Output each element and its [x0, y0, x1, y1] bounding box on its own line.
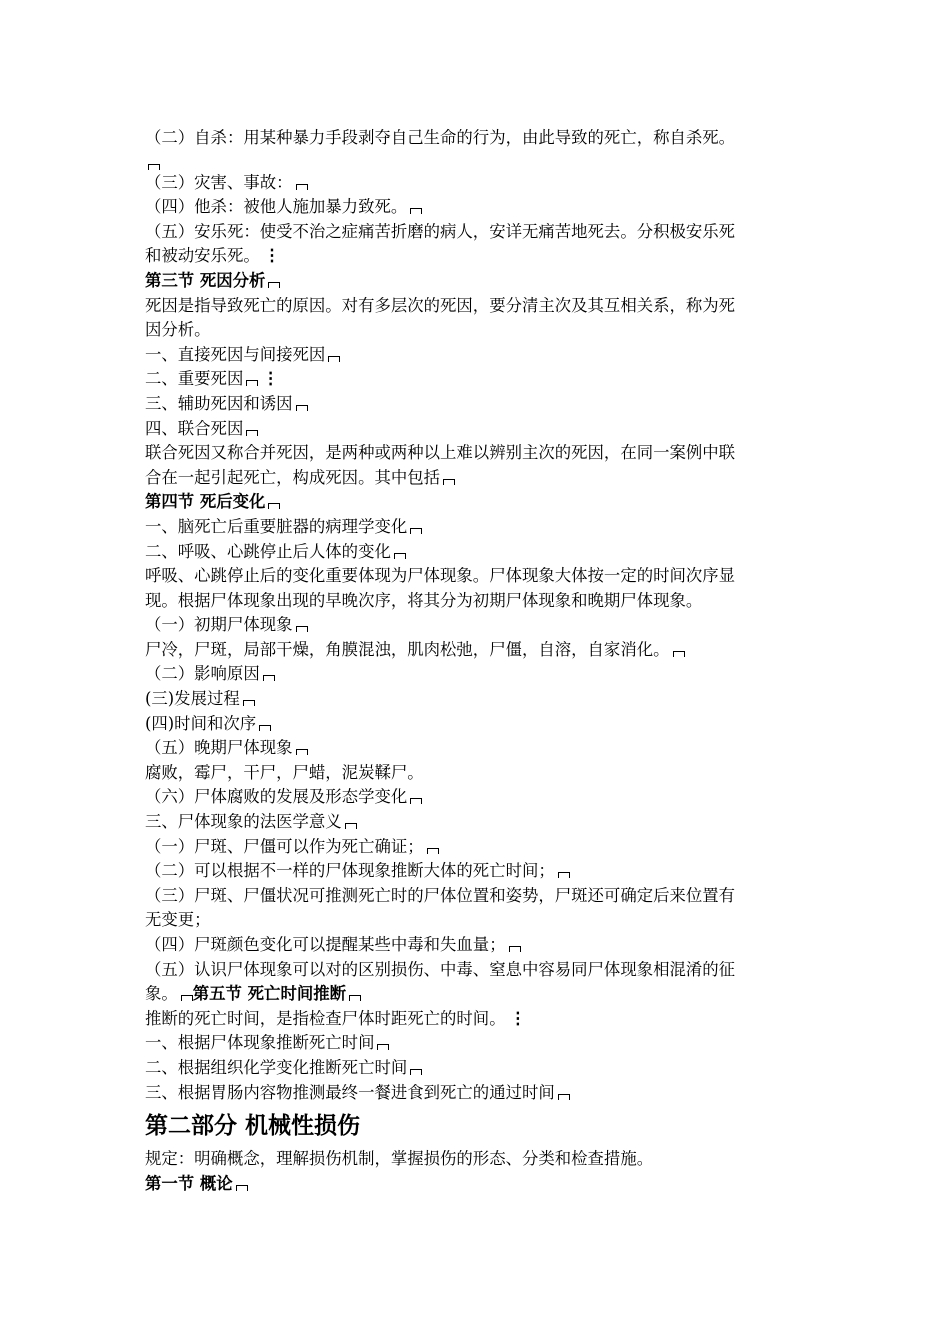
section-heading-label: 第一节 概论 [145, 1173, 233, 1193]
text-line-content: 三、根据胃肠内容物推测最终一餐进食到死亡的通过时间 [145, 1082, 555, 1102]
text-line [145, 884, 835, 909]
text-line-content: 腐败，霉尸，干尸，尸蜡，泥炭鞣尸。 [145, 762, 424, 782]
text-line [145, 151, 835, 171]
paragraph-mark-icon [410, 208, 422, 214]
text-line [145, 859, 835, 884]
paragraph-mark-icon [268, 282, 280, 288]
text-line [145, 908, 835, 933]
text-line-content: 推断的死亡时间，是指检查尸体时距死亡的时间。 [145, 1008, 506, 1028]
paragraph-mark-icon [410, 1069, 422, 1075]
text-line-content: 一、脑死亡后重要脏器的病理学变化 [145, 516, 408, 536]
paragraph-mark-icon [236, 1185, 248, 1191]
text-line-content: 死因是指导致死亡的原因。对有多层次的死因，要分清主次及其互相关系，称为死 [145, 295, 736, 315]
paragraph-mark-icon [349, 995, 361, 1001]
paragraph-mark-icon [558, 1094, 570, 1100]
paragraph-mark-icon [259, 725, 271, 731]
text-line-content: 三、尸体现象的法医学意义 [145, 812, 342, 832]
text-line-content: （二）影响原因 [145, 664, 260, 684]
text-line [145, 515, 835, 540]
text-line-content: （二）可以根据不一样的尸体现象推断大体的死亡时间； [145, 861, 555, 881]
text-lines [145, 126, 835, 1105]
text-line [145, 126, 835, 151]
text-line-content: （一）初期尸体现象 [145, 615, 293, 635]
paragraph-mark-icon [243, 700, 255, 706]
text-line-content: （五）安乐死：使受不治之症痛苦折磨的病人，安详无痛苦地死去。分积极安乐死 [145, 221, 736, 241]
section-heading [145, 490, 835, 515]
ellipsis-icon: ⋮ [509, 1008, 526, 1028]
paragraph-mark-icon [268, 503, 280, 509]
document-body [145, 126, 835, 1196]
ellipsis-icon: ⋮ [263, 246, 281, 266]
text-line-content: 一、根据尸体现象推断死亡时间 [145, 1033, 375, 1053]
text-line [145, 466, 835, 491]
text-line [145, 171, 835, 196]
text-line-content: （四）尸斑颜色变化可以提醒某些中毒和失血量； [145, 935, 506, 954]
requirement-text: 规定：明确概念，理解损伤机制，掌握损伤的形态、分类和检查措施。 [145, 1149, 654, 1169]
text-line-content: 和被动安乐死。 [145, 246, 260, 266]
text-line [145, 662, 835, 687]
text-line-content: 呼吸、心跳停止后的变化重要体现为尸体现象。尸体现象大体按一定的时间次序显 [145, 566, 736, 586]
text-line [145, 835, 835, 860]
section-heading-label: 第四节 死后变化 [145, 492, 266, 512]
text-line [145, 1056, 835, 1081]
text-line [145, 318, 835, 343]
text-line [145, 638, 835, 663]
text-line [145, 244, 835, 269]
text-line-content: 二、重要死因 [145, 369, 244, 389]
paragraph-mark-icon [345, 823, 357, 829]
text-line-content: 尸冷，尸斑，局部干燥，角膜混浊，肌肉松弛，尸僵，自溶，自家消化。 [145, 639, 670, 659]
text-line [145, 392, 835, 417]
text-line [145, 982, 835, 1007]
paragraph-mark-icon [394, 553, 406, 559]
text-line-content: （五）认识尸体现象可以对的区别损伤、中毒、窒息中容易同尸体现象相混淆的征 [145, 959, 736, 979]
text-line [145, 613, 835, 638]
text-line [145, 1007, 835, 1032]
text-line-content: 现。根据尸体现象出现的早晚次序，将其分为初期尸体现象和晚期尸体现象。 [145, 590, 703, 610]
text-line-content: （一）尸斑、尸僵可以作为死亡确证； [145, 836, 424, 856]
paragraph-mark-icon [443, 479, 455, 485]
paragraph-mark-icon [296, 184, 308, 190]
text-line [145, 958, 835, 983]
paragraph-mark-icon [328, 356, 340, 362]
text-line [145, 785, 835, 810]
paragraph-mark-icon [427, 848, 439, 854]
text-line-content: （四）他杀：被他人施加暴力致死。 [145, 197, 408, 217]
section-heading-label: 第五节 死亡时间推断 [192, 984, 347, 1004]
text-line-content: 二、呼吸、心跳停止后人体的变化 [145, 541, 391, 561]
paragraph-mark-icon [296, 405, 308, 411]
text-line [145, 195, 835, 220]
paragraph-mark-icon [246, 430, 258, 436]
paragraph-mark-icon [509, 946, 521, 952]
paragraph-mark-icon [410, 528, 422, 534]
text-line-content: （六）尸体腐败的发展及形态学变化 [145, 787, 408, 807]
paragraph-mark-icon [296, 626, 308, 632]
text-line [145, 687, 835, 712]
text-line [145, 736, 835, 761]
text-line-content: 三、辅助死因和诱因 [145, 393, 293, 413]
paragraph-mark-icon [181, 995, 193, 1001]
text-line [145, 540, 835, 565]
paragraph-mark-icon [558, 872, 570, 878]
part-title: 第二部分 机械性损伤 [145, 1112, 361, 1140]
paragraph-mark-icon [377, 1044, 389, 1050]
text-line [145, 220, 835, 245]
paragraph-mark-icon [296, 749, 308, 755]
text-line [145, 1031, 835, 1056]
paragraph-mark-icon [246, 380, 258, 386]
paragraph-mark-icon [673, 651, 685, 657]
text-line-content: 二、根据组织化学变化推断死亡时间 [145, 1057, 408, 1077]
text-line-content: 四、联合死因 [145, 418, 244, 438]
text-line-content: (三)发展过程 [145, 689, 240, 709]
ellipsis-icon: ⋮ [262, 369, 279, 389]
text-line [145, 712, 835, 737]
text-line-content: （三）尸斑、尸僵状况可推测死亡时的尸体位置和姿势，尸斑还可确定后来位置有 [145, 885, 736, 905]
text-line [145, 564, 835, 589]
text-line [145, 417, 835, 442]
section-heading [145, 269, 835, 294]
text-line [145, 367, 835, 392]
text-line-content: （三）灾害、事故： [145, 172, 293, 192]
text-line [145, 441, 835, 466]
text-line-content: 联合死因又称合并死因，是两种或两种以上难以辨别主次的死因，在同一案例中联 [145, 443, 736, 463]
text-line-content: 一、直接死因与间接死因 [145, 344, 326, 364]
text-line-content: (四)时间和次序 [145, 713, 257, 733]
text-line [145, 1081, 835, 1106]
text-line [145, 589, 835, 614]
paragraph-mark-icon [263, 675, 275, 681]
text-line [145, 810, 835, 835]
text-line [145, 933, 835, 958]
text-line-content: （二）自杀：用某种暴力手段剥夺自己生命的行为，由此导致的死亡，称自杀死。 [145, 128, 736, 147]
section-heading-label: 第三节 死因分析 [145, 270, 266, 290]
paragraph-mark-icon [148, 164, 160, 170]
text-line [145, 761, 835, 786]
text-line-content: 象。 [145, 984, 178, 1004]
paragraph-mark-icon [410, 798, 422, 804]
section-heading [145, 1172, 835, 1197]
text-line [145, 294, 835, 319]
text-line-content: 无变更； [145, 910, 211, 930]
text-line-content: （五）晚期尸体现象 [145, 738, 293, 758]
text-line [145, 343, 835, 368]
text-line-content: 因分析。 [145, 320, 211, 340]
text-line-content: 合在一起引起死亡，构成死因。其中包括 [145, 467, 441, 487]
